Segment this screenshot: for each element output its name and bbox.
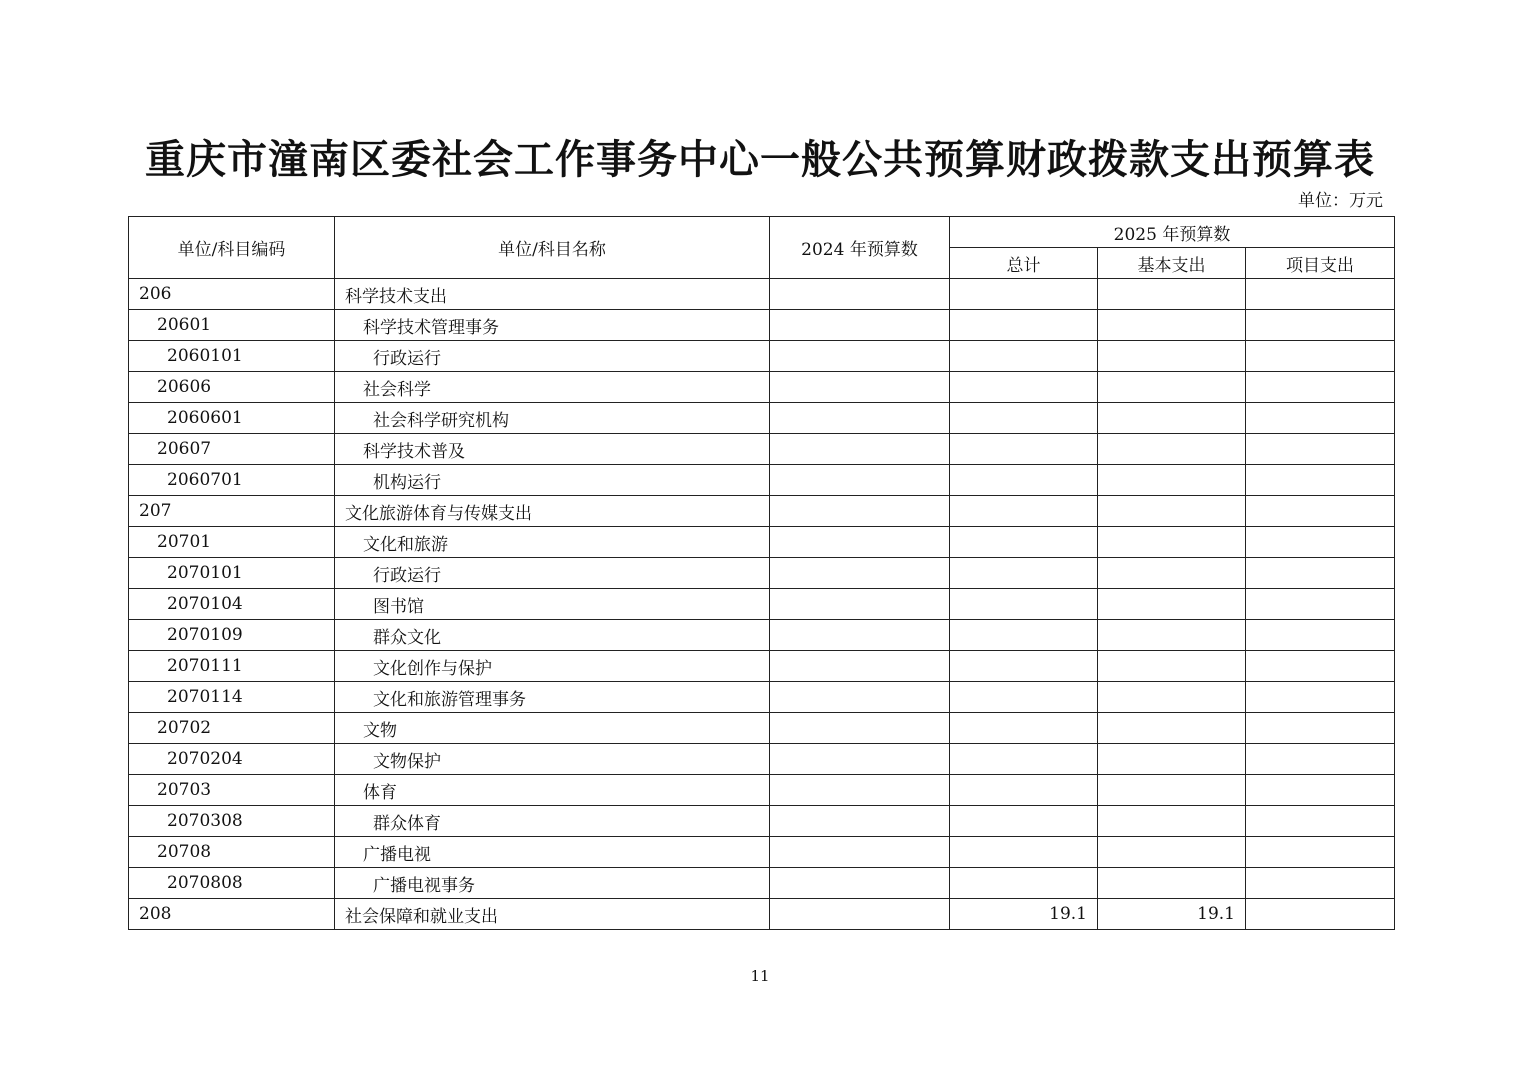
row-basic [1098,682,1246,713]
row-prev-year [770,899,950,930]
row-code: 2070109 [129,620,335,651]
row-prev-year [770,558,950,589]
header-basic: 基本支出 [1098,248,1246,279]
row-prev-year [770,527,950,558]
row-prev-year [770,868,950,899]
row-name: 广播电视事务 [335,868,770,899]
row-total [950,682,1098,713]
row-code: 20606 [129,372,335,403]
row-total [950,465,1098,496]
row-total [950,372,1098,403]
row-prev-year [770,713,950,744]
row-name: 文物保护 [335,744,770,775]
row-project [1246,868,1395,899]
row-name: 机构运行 [335,465,770,496]
row-project [1246,310,1395,341]
row-name: 群众体育 [335,806,770,837]
row-prev-year [770,744,950,775]
header-project: 项目支出 [1246,248,1395,279]
table-row [129,744,1395,775]
row-name: 广播电视 [335,837,770,868]
row-basic [1098,558,1246,589]
header-total: 总计 [950,248,1098,279]
page-title: 重庆市潼南区委社会工作事务中心一般公共预算财政拨款支出预算表 [145,136,1375,183]
row-total [950,868,1098,899]
row-prev-year [770,372,950,403]
row-code: 2070808 [129,868,335,899]
row-total [950,651,1098,682]
row-project [1246,651,1395,682]
row-name: 行政运行 [335,341,770,372]
row-code: 207 [129,496,335,527]
row-basic [1098,527,1246,558]
table-row [129,465,1395,496]
row-project [1246,713,1395,744]
row-basic [1098,341,1246,372]
table-row [129,527,1395,558]
row-project [1246,527,1395,558]
row-project [1246,496,1395,527]
row-project [1246,682,1395,713]
table-row [129,837,1395,868]
row-name: 社会科学 [335,372,770,403]
row-name: 文化和旅游管理事务 [335,682,770,713]
row-project [1246,341,1395,372]
row-total: 19.1 [950,899,1098,930]
row-total [950,527,1098,558]
row-prev-year [770,806,950,837]
table-row [129,806,1395,837]
row-prev-year [770,837,950,868]
row-basic [1098,620,1246,651]
row-total [950,496,1098,527]
row-total [950,558,1098,589]
row-project [1246,744,1395,775]
row-code: 2060101 [129,341,335,372]
row-total [950,310,1098,341]
row-code: 20607 [129,434,335,465]
header-prev-year: 2024 年预算数 [770,217,950,279]
row-basic [1098,868,1246,899]
row-code: 2070114 [129,682,335,713]
table-row [129,279,1395,310]
row-basic [1098,806,1246,837]
row-project [1246,372,1395,403]
row-code: 2070111 [129,651,335,682]
row-basic [1098,279,1246,310]
row-name: 社会保障和就业支出 [335,899,770,930]
row-name: 文化和旅游 [335,527,770,558]
table-row [129,620,1395,651]
row-basic [1098,837,1246,868]
row-total [950,713,1098,744]
row-basic [1098,713,1246,744]
row-project [1246,558,1395,589]
row-project [1246,403,1395,434]
row-prev-year [770,589,950,620]
row-name: 体育 [335,775,770,806]
row-name: 科学技术普及 [335,434,770,465]
row-code: 206 [129,279,335,310]
row-basic [1098,434,1246,465]
row-code: 2070308 [129,806,335,837]
row-code: 2070204 [129,744,335,775]
row-total [950,837,1098,868]
row-prev-year [770,279,950,310]
row-total [950,434,1098,465]
row-code: 20601 [129,310,335,341]
row-code: 20708 [129,837,335,868]
row-total [950,279,1098,310]
row-prev-year [770,682,950,713]
row-project [1246,279,1395,310]
row-basic [1098,775,1246,806]
row-name: 科学技术管理事务 [335,310,770,341]
row-basic [1098,465,1246,496]
row-code: 20701 [129,527,335,558]
table-row [129,372,1395,403]
row-prev-year [770,651,950,682]
row-name: 文化创作与保护 [335,651,770,682]
row-basic [1098,310,1246,341]
row-name: 行政运行 [335,558,770,589]
row-code: 2060701 [129,465,335,496]
row-prev-year [770,434,950,465]
row-name: 图书馆 [335,589,770,620]
row-project [1246,465,1395,496]
row-name: 科学技术支出 [335,279,770,310]
table-row [129,558,1395,589]
row-name: 文物 [335,713,770,744]
unit-label: 单位：万元 [1298,191,1383,211]
page-number: 11 [750,967,770,985]
header-code: 单位/科目编码 [129,217,335,279]
row-prev-year [770,310,950,341]
row-total [950,744,1098,775]
header-name: 单位/科目名称 [335,217,770,279]
row-project [1246,589,1395,620]
row-name: 群众文化 [335,620,770,651]
row-total [950,620,1098,651]
row-project [1246,899,1395,930]
table-row [129,403,1395,434]
row-code: 208 [129,899,335,930]
table-row [129,310,1395,341]
row-total [950,589,1098,620]
row-prev-year [770,403,950,434]
row-project [1246,434,1395,465]
row-prev-year [770,620,950,651]
row-project [1246,620,1395,651]
table-row [129,341,1395,372]
row-total [950,341,1098,372]
table-row [129,589,1395,620]
table-row [129,868,1395,899]
row-code: 2060601 [129,403,335,434]
table-row [129,899,1395,930]
row-code: 20703 [129,775,335,806]
row-total [950,806,1098,837]
table-body [129,279,1395,930]
budget-table [128,216,1395,930]
row-basic [1098,651,1246,682]
row-project [1246,806,1395,837]
table-row [129,651,1395,682]
row-total [950,403,1098,434]
row-basic: 19.1 [1098,899,1246,930]
row-name: 文化旅游体育与传媒支出 [335,496,770,527]
row-code: 2070104 [129,589,335,620]
table-row [129,496,1395,527]
row-name: 社会科学研究机构 [335,403,770,434]
table-row [129,713,1395,744]
table-row [129,682,1395,713]
row-total [950,775,1098,806]
row-prev-year [770,496,950,527]
row-basic [1098,496,1246,527]
row-prev-year [770,465,950,496]
table-row [129,775,1395,806]
row-code: 2070101 [129,558,335,589]
row-code: 20702 [129,713,335,744]
table-row [129,434,1395,465]
row-project [1246,837,1395,868]
row-prev-year [770,341,950,372]
row-basic [1098,403,1246,434]
row-basic [1098,589,1246,620]
row-project [1246,775,1395,806]
row-basic [1098,372,1246,403]
row-prev-year [770,775,950,806]
row-basic [1098,744,1246,775]
header-current-year: 2025 年预算数 [950,217,1395,248]
